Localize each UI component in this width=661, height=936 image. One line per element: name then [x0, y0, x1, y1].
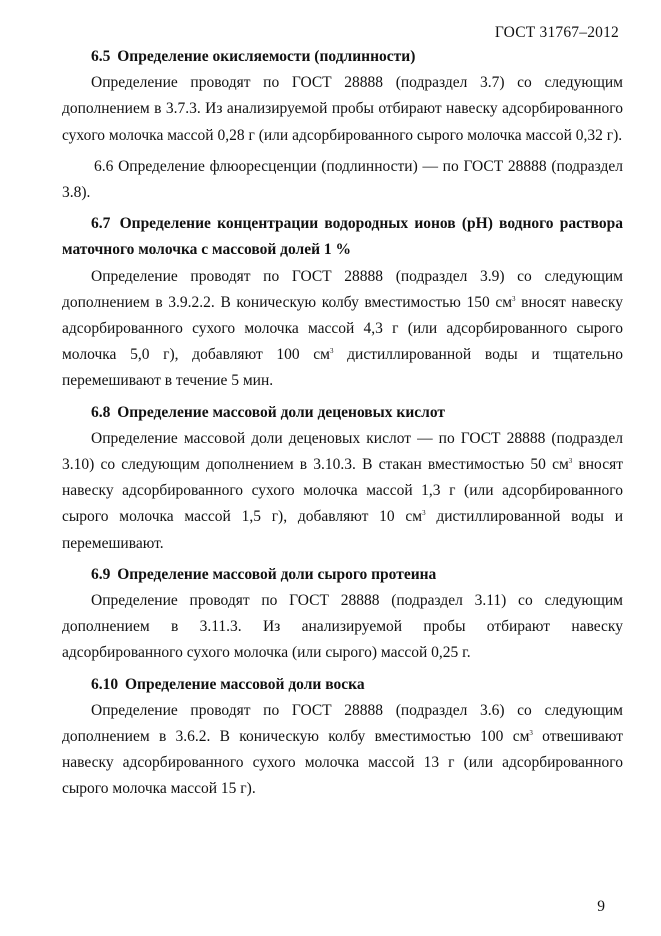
section-6-10-heading — [62, 672, 623, 698]
section-6-8-heading — [62, 400, 623, 426]
superscript: 3 — [330, 347, 334, 356]
section-number: 6.6 — [94, 157, 114, 175]
superscript: 3 — [422, 509, 426, 518]
section-title: Определение концентрации водородных ионов (pH) водного раствора маточного молочка с массовой долей 1 % — [62, 215, 623, 259]
section-6-5-heading — [62, 44, 623, 70]
section-number: 6.8 — [91, 403, 111, 421]
standard-code: ГОСТ 31767–2012 — [494, 24, 619, 41]
section-6-8-paragraph — [62, 426, 623, 557]
section-6-9-heading — [62, 562, 623, 588]
paragraph-text: вносят навеску адсорбированного сухого молочка массой 4,3 г (или адсорбированного сырого молочка 5,0 г), добавляют 100 см — [62, 293, 623, 364]
paragraph-text: дистиллированной воды и тщательно перемешивают в течение 5 мин. — [62, 346, 623, 390]
paragraph-text: отвешивают навеску адсорбированного сухого молочка массой 13 г (или адсорбированного сырого молочка массой 15 г). — [62, 728, 623, 798]
paragraph-text: вносят навеску адсорбированного сухого молочка массой 1,3 г (или адсорбированного сырого молочка массой 1,5 г), добавляют 10 см — [62, 456, 623, 526]
section-6-6-paragraph — [62, 154, 623, 206]
paragraph-text: Определение проводят по ГОСТ 28888 (подраздел 3.9) со следующим дополнением в 3.9.2.2. В коническую колбу вместимостью 150 см — [62, 267, 623, 311]
section-6-7-paragraph — [62, 264, 623, 395]
section-6-7-heading — [62, 211, 623, 263]
section-number: 6.9 — [91, 565, 111, 583]
section-text: Определение флюоресценции (подлинности) — по ГОСТ 28888 (подраздел 3.8). — [62, 157, 623, 202]
section-number: 6.5 — [91, 48, 111, 65]
section-number: 6.7 — [91, 215, 111, 233]
paragraph-text: Определение массовой доли деценовых кислот — по ГОСТ 28888 (подраздел 3.10) со следующим дополнением в 3.10.3. В стакан вместимостью 50 см — [62, 429, 623, 474]
section-6-5-paragraph: Определение проводят по ГОСТ 28888 (подраздел 3.7) со следующим дополнением в 3.7.3. Из анализируемой пробы отбирают навеску адсорбированного сухого молочка массой 0,28 г (или адсорбированного сырого молочка массой 0,32 г). — [62, 74, 623, 144]
section-title: Определение массовой доли сырого протеина — [117, 565, 437, 583]
paragraph-text: Определение проводят по ГОСТ 28888 (подраздел 3.6) со следующим дополнением в 3.6.2. В коническую колбу вместимостью 100 см — [62, 701, 623, 746]
section-6-9-paragraph: Определение проводят по ГОСТ 28888 (подраздел 3.11) со следующим дополнением в 3.11.3. Из анализируемой пробы отбирают навеску адсорбированного сухого молочка (или сырого) массой 0,25 г. — [62, 592, 623, 662]
document-body — [62, 44, 623, 803]
section-6-10-paragraph — [62, 698, 623, 803]
page-number: 9 — [597, 898, 605, 915]
section-number: 6.10 — [91, 675, 119, 693]
section-title: Определение массовой доли деценовых кислот — [117, 403, 445, 421]
document-header — [495, 24, 619, 42]
section-title: Определение окисляемости (подлинности) — [117, 48, 416, 65]
superscript: 3 — [568, 457, 573, 466]
section-title: Определение массовой доли воска — [125, 675, 365, 693]
paragraph-text: дистиллированной воды и перемешивают. — [62, 508, 623, 552]
superscript: 3 — [529, 729, 533, 738]
superscript: 3 — [512, 294, 516, 303]
